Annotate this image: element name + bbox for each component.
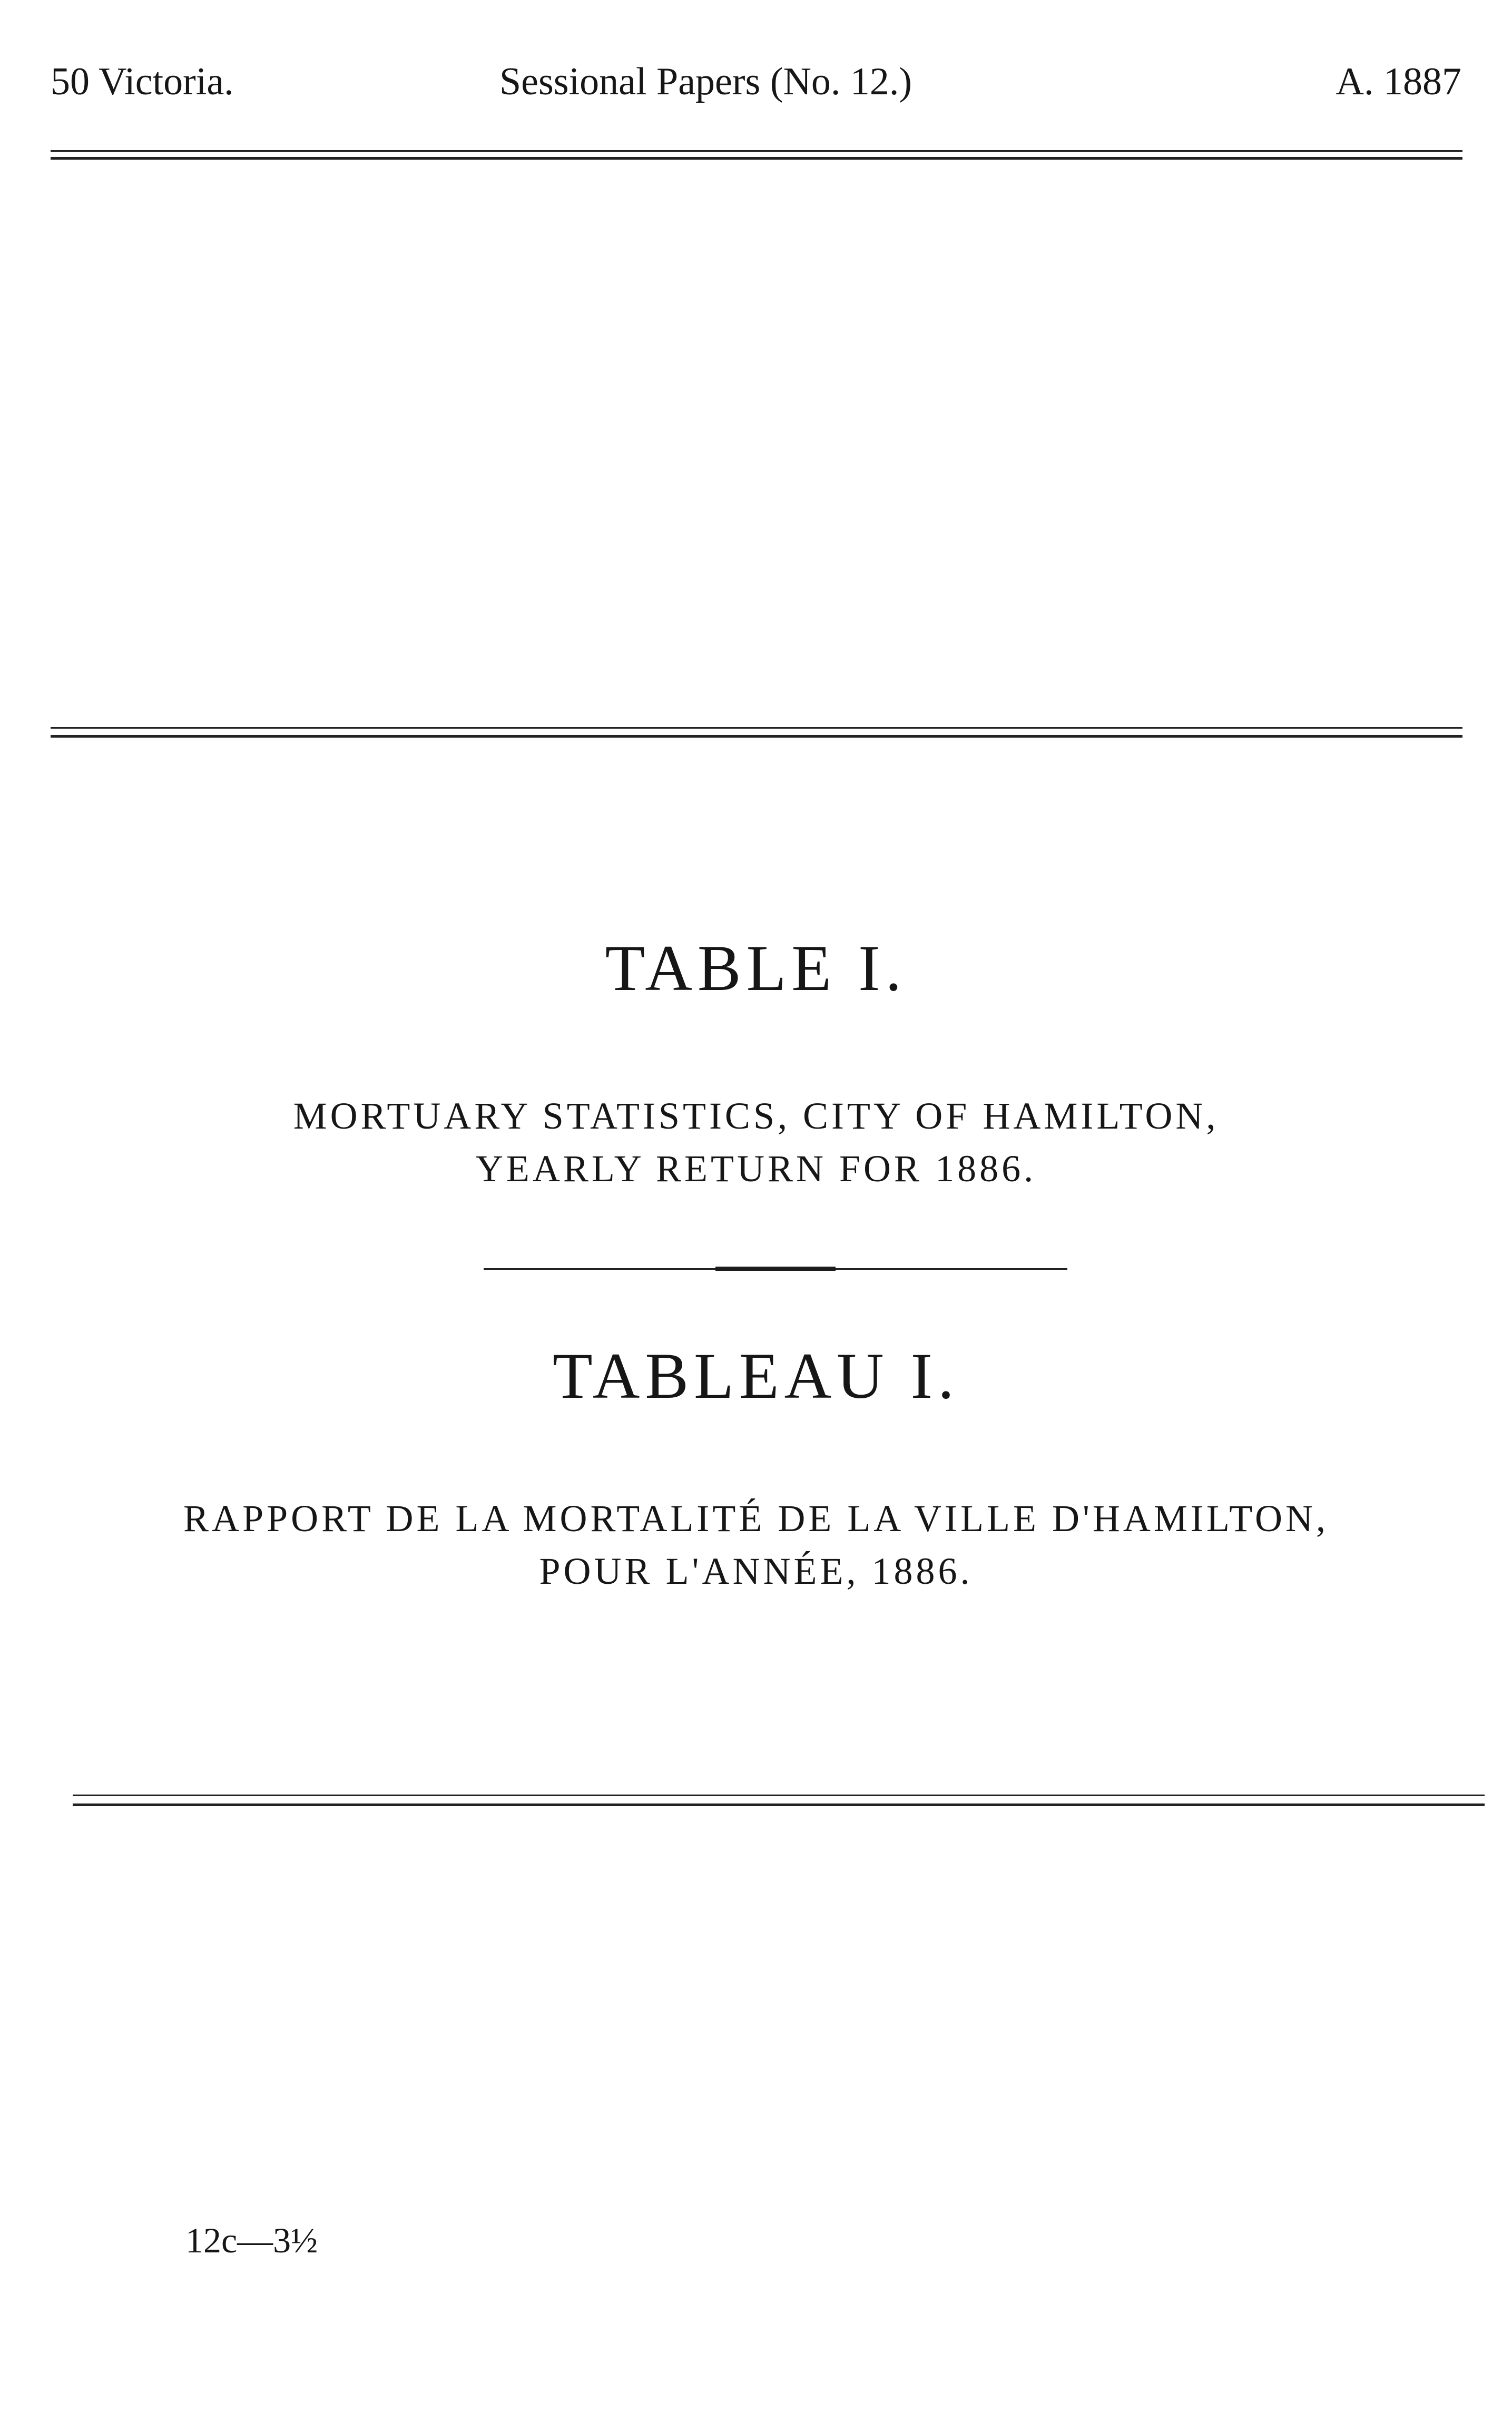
top-double-rule — [51, 150, 1462, 160]
english-subtitle-line-2: YEARLY RETURN FOR 1886. — [475, 1148, 1037, 1190]
english-subtitle-line-1: MORTUARY STATISTICS, CITY OF HAMILTON, — [293, 1095, 1219, 1137]
middle-double-rule — [51, 727, 1462, 738]
header-right: A. 1887 — [1336, 60, 1461, 103]
header-center: Sessional Papers (No. 12.) — [499, 60, 912, 103]
table-title: TABLE I. — [605, 932, 907, 1004]
english-subtitle — [0, 1090, 1512, 1195]
signature-mark: 12c—3½ — [185, 2220, 318, 2260]
french-subtitle-line-1: RAPPORT DE LA MORTALITÉ DE LA VILLE D'HAMILTON, — [183, 1497, 1329, 1540]
ornamental-rule — [484, 1267, 1067, 1271]
french-subtitle-line-2: POUR L'ANNÉE, 1886. — [539, 1550, 973, 1592]
french-subtitle — [0, 1492, 1512, 1597]
tableau-title: TABLEAU I. — [553, 1340, 959, 1412]
bottom-double-rule — [73, 1795, 1485, 1806]
header-left: 50 Victoria. — [51, 60, 234, 103]
